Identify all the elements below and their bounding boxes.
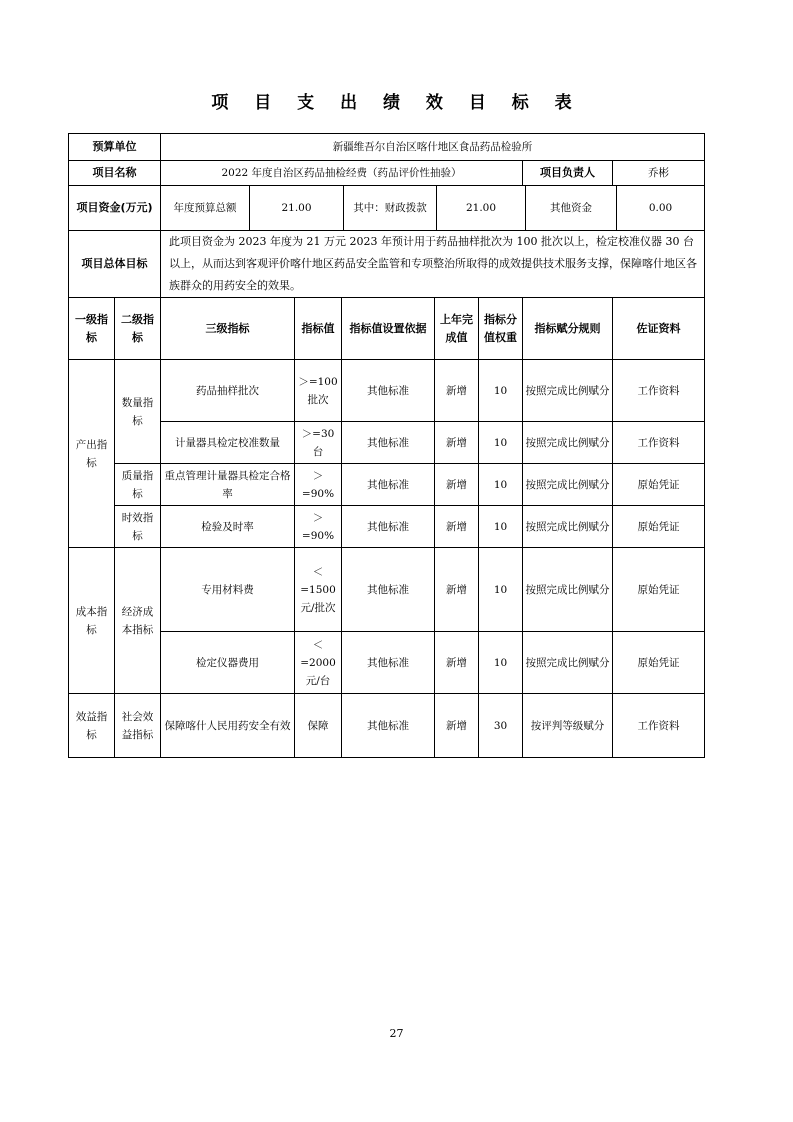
indicator-last-year: 新增 [435,694,479,758]
indicator-basis: 其他标准 [342,360,435,422]
subgroup-economic: 经济成本指标 [115,548,161,694]
indicator-evidence: 原始凭证 [613,464,705,506]
indicator-value: ＜=1500元/批次 [295,548,342,632]
indicator-evidence: 原始凭证 [613,632,705,694]
indicator-basis: 其他标准 [342,632,435,694]
indicator-evidence: 工作资料 [613,360,705,422]
overall-goal-text: 此项目资金为 2023 年度为 21 万元 2023 年预计用于药品抽样批次为 100 批次以上，检定校准仪器 30 台以上，从而达到客观评价喀什地区药品安全监管和专项整治所取得的成效提供技术服务支撑，保障喀什地区各族群众的用药安全的效果。 [161,231,705,298]
table-row [69,694,705,758]
indicator-basis: 其他标准 [342,464,435,506]
indicator-last-year: 新增 [435,632,479,694]
performance-table [68,133,705,758]
indicator-value: ＞=90% [295,464,342,506]
table-row [69,506,705,548]
fiscal-value: 21.00 [437,186,526,230]
page-title: 项 目 支 出 绩 效 目 标 表 [211,93,582,113]
indicator-evidence: 原始凭证 [613,548,705,632]
funds-detail-cell [161,186,705,231]
budget-unit-value: 新疆维吾尔自治区喀什地区食品药品检验所 [161,134,705,161]
header-row [69,298,705,360]
budget-unit-label: 预算单位 [69,134,161,161]
indicator-last-year: 新增 [435,506,479,548]
indicator-rule: 按评判等级赋分 [523,694,613,758]
indicator-value: ＞=100批次 [295,360,342,422]
header-level3: 三级指标 [161,298,295,360]
indicator-value: ＞=30台 [295,422,342,464]
indicator-last-year: 新增 [435,548,479,632]
subgroup-social: 社会效益指标 [115,694,161,758]
header-basis: 指标值设置依据 [342,298,435,360]
page-number: 27 [389,1027,404,1040]
indicator-weight: 10 [479,506,523,548]
indicator-rule: 按照完成比例赋分 [523,422,613,464]
header-level1: 一级指标 [69,298,115,360]
header-evidence: 佐证资料 [613,298,705,360]
indicator-evidence: 工作资料 [613,422,705,464]
table-row [69,360,705,422]
fiscal-label: 其中：财政拨款 [344,186,437,230]
header-rule: 指标赋分规则 [523,298,613,360]
other-funds-value: 0.00 [648,202,673,214]
project-name-label: 项目名称 [69,161,161,186]
indicator-name: 重点管理计量器具检定合格率 [161,464,295,506]
indicator-name: 检验及时率 [161,506,295,548]
budget-unit-row [69,134,705,161]
indicator-last-year: 新增 [435,360,479,422]
indicator-last-year: 新增 [435,422,479,464]
group-benefit: 效益指标 [69,694,115,758]
project-leader-value: 乔彬 [613,161,705,186]
indicator-rule: 按照完成比例赋分 [523,360,613,422]
indicator-rule: 按照完成比例赋分 [523,632,613,694]
indicator-weight: 30 [479,694,523,758]
project-name-value: 2022 年度自治区药品抽检经费（药品评价性抽验） [161,161,523,186]
indicator-last-year: 新增 [435,464,479,506]
project-leader-label: 项目负责人 [523,161,613,186]
funds-row [69,186,705,231]
table-row [69,548,705,632]
indicator-weight: 10 [479,422,523,464]
indicator-weight: 10 [479,632,523,694]
indicator-basis: 其他标准 [342,694,435,758]
subgroup-quantity: 数量指标 [115,360,161,464]
table-row [69,464,705,506]
indicator-basis: 其他标准 [342,422,435,464]
indicator-name: 检定仪器费用 [161,632,295,694]
group-cost: 成本指标 [69,548,115,694]
indicator-rule: 按照完成比例赋分 [523,506,613,548]
annual-budget-label: 年度预算总额 [161,186,250,230]
indicator-value: ＜=2000元/台 [295,632,342,694]
indicator-name: 保障喀什人民用药安全有效 [161,694,295,758]
indicator-weight: 10 [479,360,523,422]
group-output: 产出指标 [69,360,115,548]
indicator-rule: 按照完成比例赋分 [523,548,613,632]
indicator-value: 保障 [295,694,342,758]
subgroup-timeliness: 时效指标 [115,506,161,548]
indicator-evidence: 工作资料 [613,694,705,758]
indicator-basis: 其他标准 [342,548,435,632]
indicator-basis: 其他标准 [342,506,435,548]
indicator-evidence: 原始凭证 [613,506,705,548]
project-name-row [69,161,705,186]
other-funds-label: 其他资金 [526,186,617,230]
header-level2: 二级指标 [115,298,161,360]
indicator-weight: 10 [479,464,523,506]
table-row [69,422,705,464]
indicator-name: 计量器具检定校准数量 [161,422,295,464]
indicator-name: 专用材料费 [161,548,295,632]
indicator-value: ＞=90% [295,506,342,548]
overall-goal-row [69,231,705,298]
subgroup-quality: 质量指标 [115,464,161,506]
indicator-weight: 10 [479,548,523,632]
header-weight: 指标分值权重 [479,298,523,360]
header-last-year: 上年完成值 [435,298,479,360]
funds-label: 项目资金(万元) [69,186,161,231]
header-value: 指标值 [295,298,342,360]
overall-goal-label: 项目总体目标 [69,231,161,298]
indicator-rule: 按照完成比例赋分 [523,464,613,506]
annual-budget-value: 21.00 [250,186,344,230]
table-row [69,632,705,694]
indicator-name: 药品抽样批次 [161,360,295,422]
